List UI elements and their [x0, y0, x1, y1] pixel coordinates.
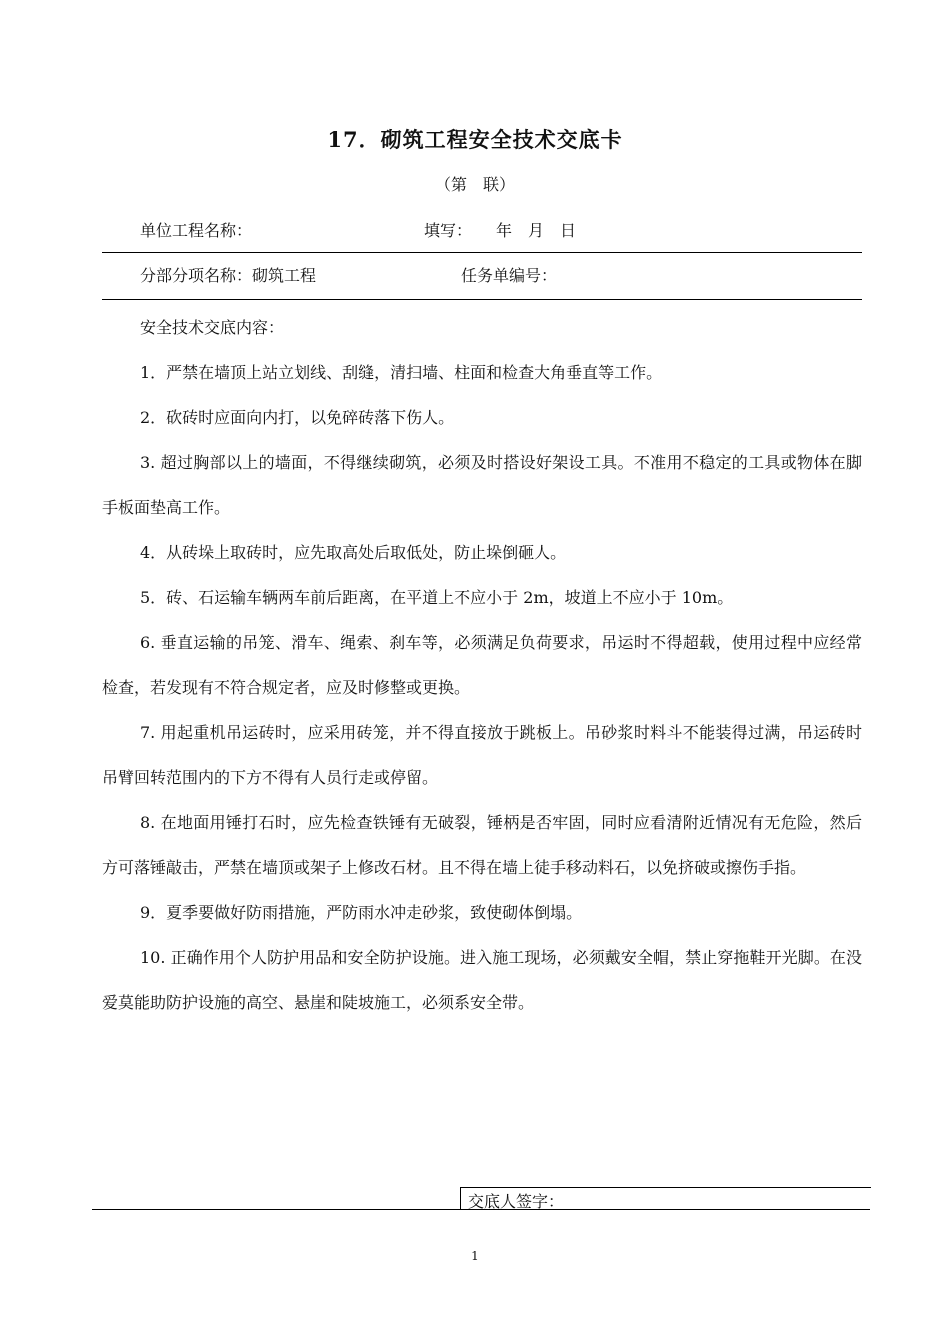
content-heading: 安全技术交底内容： [140, 318, 285, 337]
content-item: 6. 垂直运输的吊笼、滑车、绳索、刹车等，必须满足负荷要求，吊运时不得超载，使用过程中应经常检查，若发现有不符合规定者，应及时修整或更换。 [102, 633, 862, 697]
page-number: 1 [471, 1249, 479, 1263]
content-item: 8. 在地面用锤打石时，应先检查铁锤有无破裂，锤柄是否牢固，同时应看清附近情况有无危险，然后方可落锤敲击，严禁在墙顶或架子上修改石材。且不得在墙上徒手移动料石，以免挤破或擦伤手指。 [102, 813, 862, 877]
header-divider-2 [102, 299, 862, 300]
copy-line: （第 联） [434, 175, 515, 194]
content-item: 7. 用起重机吊运砖时，应采用砖笼，并不得直接放于跳板上。吊砂浆时料斗不能装得过满，吊运砖时吊臂回转范围内的下方不得有人员行走或停留。 [102, 723, 862, 787]
content-item: 2．砍砖时应面向内打，以免碎砖落下伤人。 [140, 408, 455, 427]
unit-project-label: 单位工程名称： [140, 221, 253, 240]
task-number-label: 任务单编号： [461, 266, 558, 285]
safety-content [102, 305, 862, 1025]
content-item: 9．夏季要做好防雨措施，严防雨水冲走砂浆，致使砌体倒塌。 [140, 903, 583, 922]
header-divider-1 [102, 252, 862, 253]
content-item: 10. 正确作用个人防护用品和安全防护设施。进入施工现场，必须戴安全帽，禁止穿拖鞋开光脚。在没爱莫能助防护设施的高空、悬崖和陡坡施工，必须系安全带。 [102, 948, 862, 1012]
content-item: 1．严禁在墙顶上站立划线、刮缝，清扫墙、柱面和检查大角垂直等工作。 [140, 363, 663, 382]
sub-item-label: 分部分项名称：砌筑工程 [140, 266, 317, 285]
content-item: 5．砖、石运输车辆两车前后距离，在平道上不应小于 2m，坡道上不应小于 10m。 [140, 588, 734, 607]
footer-divider [92, 1209, 870, 1210]
fill-date-label: 填写： 年 月 日 [424, 221, 577, 240]
content-item: 4．从砖垛上取砖时，应先取高处后取低处，防止垛倒砸人。 [140, 543, 567, 562]
document-title: 17．砌筑工程安全技术交底卡 [327, 127, 623, 152]
content-item: 3. 超过胸部以上的墙面，不得继续砌筑，必须及时搭设好架设工具。不准用不稳定的工具或物体在脚手板面垫高工作。 [102, 453, 862, 517]
signature-label: 交底人签字： [468, 1192, 565, 1211]
